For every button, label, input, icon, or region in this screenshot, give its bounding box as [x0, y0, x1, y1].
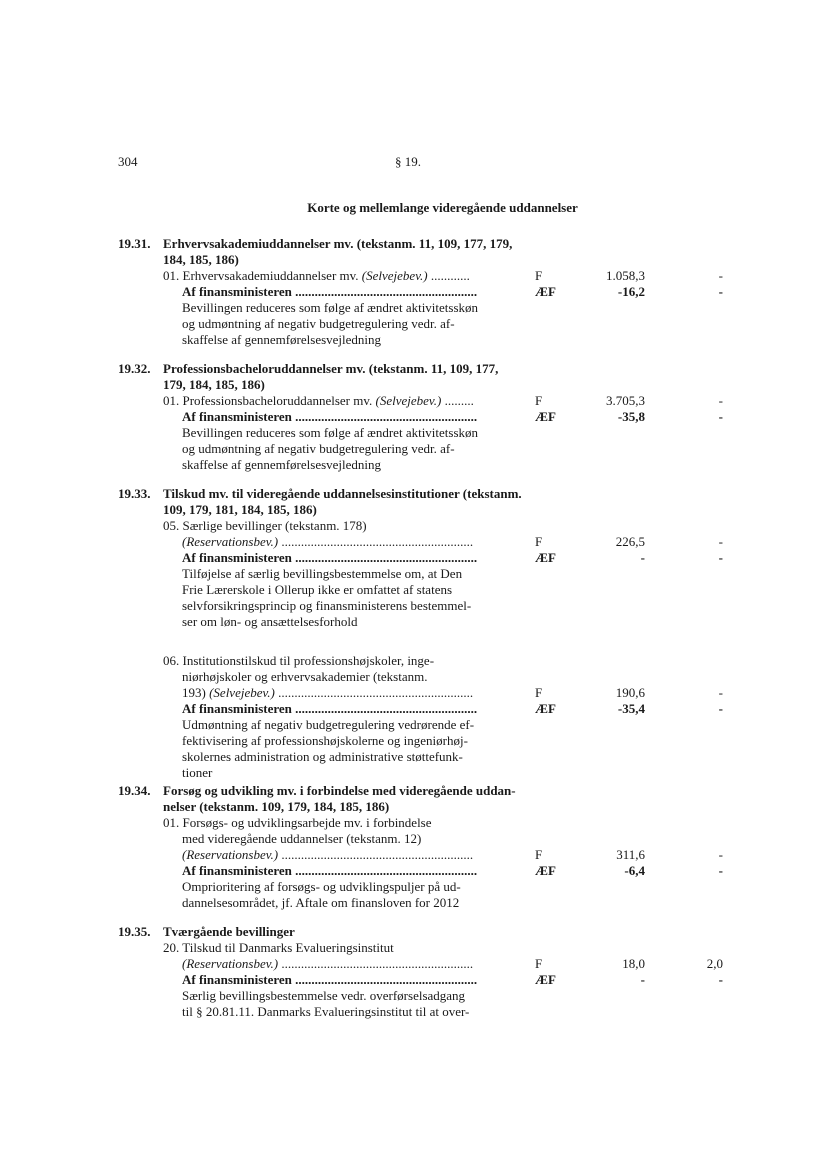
section-19-35: [118, 924, 798, 1020]
item-label: (Reservationsbev.) ...........................................................: [182, 534, 474, 549]
item-code: F: [535, 393, 543, 408]
value-next: -: [718, 701, 723, 716]
value-current: 226,5: [615, 534, 645, 549]
item-label: (Reservationsbev.) ...........................................................: [182, 847, 474, 862]
item-code: ÆF: [535, 550, 556, 565]
section-heading: [163, 236, 583, 268]
section-number: 19.31.: [118, 236, 151, 251]
section-number: 19.34.: [118, 783, 151, 798]
value-next: -: [718, 534, 723, 549]
heading-line: Tilskud mv. til videregående uddannelsesinstitutioner (tekstanm.: [163, 486, 522, 501]
value-current: -16,2: [617, 284, 645, 299]
value-current: 1.058,3: [606, 268, 645, 283]
finance-minister-row: [163, 701, 798, 717]
section-number: 19.33.: [118, 486, 151, 501]
item-label: 01. Professionsbacheloruddannelser mv. (Selvejebev.) .........: [163, 393, 474, 408]
item-row: [163, 393, 798, 409]
item-row: [163, 268, 798, 284]
item-code: ÆF: [535, 284, 556, 299]
value-current: -35,8: [617, 409, 645, 424]
value-current: 18,0: [622, 956, 645, 971]
item-code: ÆF: [535, 701, 556, 716]
section-heading: [163, 361, 583, 393]
value-current: -6,4: [624, 863, 645, 878]
appropriation-item: [163, 268, 798, 348]
heading-line: 109, 179, 181, 184, 185, 186): [163, 502, 317, 517]
page-title: Korte og mellemlange videregående uddannelser: [307, 200, 578, 215]
item-code: ÆF: [535, 409, 556, 424]
item-code: ÆF: [535, 863, 556, 878]
item-row: [163, 956, 798, 972]
item-label: 01. Erhvervsakademiuddannelser mv. (Selvejebev.) ............: [163, 268, 470, 283]
item-title: med videregående uddannelser (tekstanm. 12): [182, 831, 422, 846]
item-title: 01. Forsøgs- og udviklingsarbejde mv. i forbindelse: [163, 815, 432, 830]
item-label: Af finansministeren ........................................................: [182, 409, 478, 424]
value-current: 3.705,3: [606, 393, 645, 408]
heading-line: Tværgående bevillinger: [163, 924, 295, 939]
finance-minister-row: [163, 284, 798, 300]
value-next: -: [718, 685, 723, 700]
item-label: (Reservationsbev.) ...........................................................: [182, 956, 474, 971]
page-number: 304: [118, 154, 138, 169]
item-explanation: Bevillingen reduceres som følge af ændret aktivitetsskøn og udmøntning af negativ budgetregulering vedr. af- skaffelse af gennemførelsesvejledning: [182, 425, 479, 472]
heading-line: 179, 184, 185, 186): [163, 377, 265, 392]
value-current: -: [640, 972, 645, 987]
item-label: 193) (Selvejebev.) ............................................................: [182, 685, 474, 700]
item-explanation: Udmøntning af negativ budgetregulering vedrørende ef- fektivisering af professionshøjskolerne og ingeniørhøj- skolernes administration og administrative støttefunk- tioner: [182, 717, 475, 780]
item-explanation: Særlig bevillingsbestemmelse vedr. overførselsadgang til § 20.81.11. Danmarks Evalueringsinstitut til at over-: [182, 988, 470, 1019]
value-next: -: [718, 409, 723, 424]
value-next: 2,0: [706, 956, 723, 971]
appropriation-item: [163, 518, 798, 630]
value-next: -: [718, 972, 723, 987]
section-19-34: [118, 783, 798, 911]
value-next: -: [718, 268, 723, 283]
appropriation-item: [163, 940, 798, 1020]
item-code: F: [535, 268, 543, 283]
section-19-32: [118, 361, 798, 473]
section-number: 19.35.: [118, 924, 151, 939]
heading-line: Erhvervsakademiuddannelser mv. (tekstanm. 11, 109, 177, 179,: [163, 236, 513, 251]
appropriation-item: [163, 653, 798, 781]
finance-minister-row: [163, 409, 798, 425]
item-label: Af finansministeren ........................................................: [182, 863, 478, 878]
item-row: [163, 847, 798, 863]
item-code: F: [535, 534, 543, 549]
section-19-33: [118, 486, 798, 781]
section-heading: [163, 924, 583, 940]
item-code: F: [535, 685, 543, 700]
item-code: F: [535, 956, 543, 971]
value-current: -: [640, 550, 645, 565]
item-title: 06. Institutionstilskud til professionshøjskoler, inge-: [163, 653, 435, 668]
item-explanation: Bevillingen reduceres som følge af ændret aktivitetsskøn og udmøntning af negativ budgetregulering vedr. af- skaffelse af gennemførelsesvejledning: [182, 300, 479, 347]
item-title: 20. Tilskud til Danmarks Evalueringsinstitut: [163, 940, 394, 955]
section-heading: [163, 486, 623, 518]
item-row: [163, 534, 798, 550]
value-next: -: [718, 284, 723, 299]
item-row: [163, 685, 798, 701]
value-next: -: [718, 847, 723, 862]
item-label: Af finansministeren ........................................................: [182, 972, 478, 987]
item-label: Af finansministeren ........................................................: [182, 284, 478, 299]
section-19-31: [118, 236, 798, 348]
value-next: -: [718, 863, 723, 878]
value-current: 311,6: [616, 847, 645, 862]
item-code: ÆF: [535, 972, 556, 987]
item-title: niørhøjskoler og erhvervsakademier (tekstanm.: [182, 669, 428, 684]
item-label: Af finansministeren ........................................................: [182, 550, 478, 565]
item-explanation: Tilføjelse af særlig bevillingsbestemmelse om, at Den Frie Lærerskole i Ollerup ikke er omfattet af statens selvforsikringsprincip og finansministerens bestemmel- ser om løn- og ansættelsesforhold: [182, 566, 472, 629]
heading-line: Professionsbacheloruddannelser mv. (tekstanm. 11, 109, 177,: [163, 361, 499, 376]
heading-line: nelser (tekstanm. 109, 179, 184, 185, 186): [163, 799, 390, 814]
finance-minister-row: [163, 863, 798, 879]
item-label: Af finansministeren ........................................................: [182, 701, 478, 716]
section-mark: § 19.: [395, 154, 421, 169]
appropriation-item: [163, 815, 798, 911]
section-heading: [163, 783, 623, 815]
heading-line: 184, 185, 186): [163, 252, 239, 267]
heading-line: Forsøg og udvikling mv. i forbindelse med videregående uddan-: [163, 783, 516, 798]
value-current: 190,6: [615, 685, 645, 700]
item-explanation: Omprioritering af forsøgs- og udviklingspuljer på ud- dannelsesområdet, jf. Aftale om finansloven for 2012: [182, 879, 461, 910]
finance-minister-row: [163, 550, 798, 566]
section-number: 19.32.: [118, 361, 151, 376]
value-next: -: [718, 550, 723, 565]
finance-minister-row: [163, 972, 798, 988]
item-title: 05. Særlige bevillinger (tekstanm. 178): [163, 518, 367, 533]
value-current: -35,4: [617, 701, 645, 716]
item-code: F: [535, 847, 543, 862]
value-next: -: [718, 393, 723, 408]
appropriation-item: [163, 393, 798, 473]
